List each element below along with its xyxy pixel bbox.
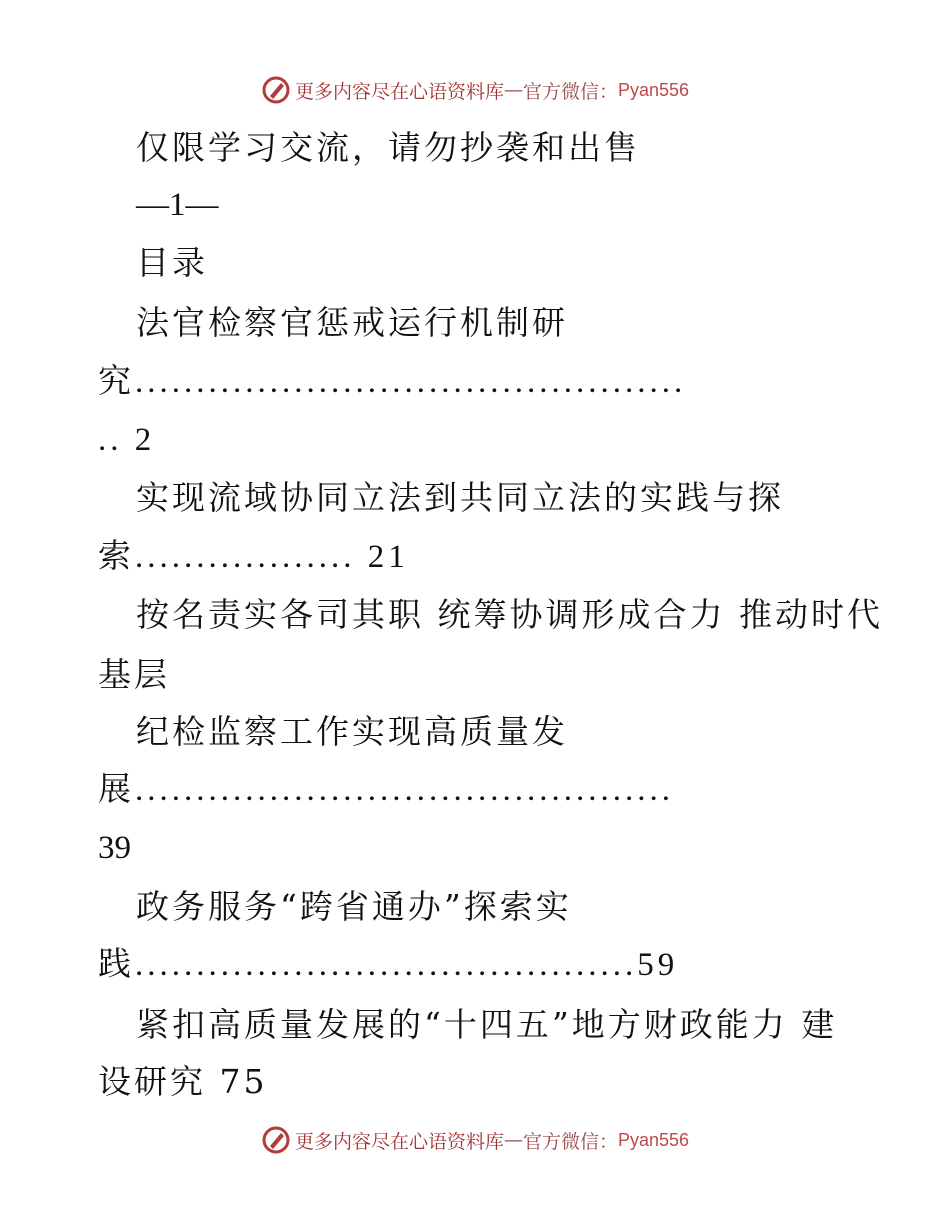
banner-brand-text: 更多内容尽在心语资料库: [294, 80, 504, 103]
toc-entry-3-title-line2[interactable]: 基层: [98, 655, 170, 694]
banner-wechat-label: 官方微信：: [522, 1130, 618, 1153]
watermark-banner-bottom: [0, 1120, 950, 1160]
toc-entry-2-leader: 索.................. 21: [98, 539, 409, 575]
watermark-banner-top: [0, 70, 950, 110]
toc-entry-3-leader: 展............................................: [98, 772, 674, 808]
toc-entry-1-page: .. 2: [98, 422, 156, 458]
toc-entry-5-title-line2[interactable]: 设研究 75: [98, 1062, 268, 1101]
banner-brand-text: 更多内容尽在心语资料库: [294, 1130, 504, 1153]
toc-entry-1-leader: 究.............................................: [98, 364, 687, 400]
page-marker: —1—: [136, 187, 219, 223]
banner-wechat-id: Pyan556: [617, 1129, 690, 1150]
toc-entry-3-page: 39: [98, 830, 131, 866]
toc-entry-4-title[interactable]: 政务服务“跨省通办”探索实: [136, 887, 572, 926]
pen-logo-icon: [261, 1125, 291, 1155]
usage-notice: 仅限学习交流，请勿抄袭和出售: [136, 128, 640, 167]
toc-entry-3-title-line3[interactable]: 纪检监察工作实现高质量发: [136, 712, 568, 751]
banner-wechat-id: Pyan556: [617, 79, 690, 100]
toc-entry-1-title[interactable]: 法官检察官惩戒运行机制研: [136, 303, 568, 342]
toc-title: 目录: [136, 243, 208, 282]
toc-entry-4-leader: 践.........................................59: [98, 947, 679, 983]
banner-dash: —: [503, 1129, 523, 1151]
toc-entry-3-title-line1[interactable]: 按名责实各司其职 统筹协调形成合力 推动时代: [136, 595, 883, 634]
toc-entry-5-title-line1[interactable]: 紧扣高质量发展的“十四五”地方财政能力 建: [136, 1005, 838, 1044]
pen-logo-icon: [261, 75, 291, 105]
banner-wechat-label: 官方微信：: [522, 80, 618, 103]
banner-dash: —: [503, 79, 523, 101]
toc-entry-2-title[interactable]: 实现流域协同立法到共同立法的实践与探: [136, 478, 784, 517]
